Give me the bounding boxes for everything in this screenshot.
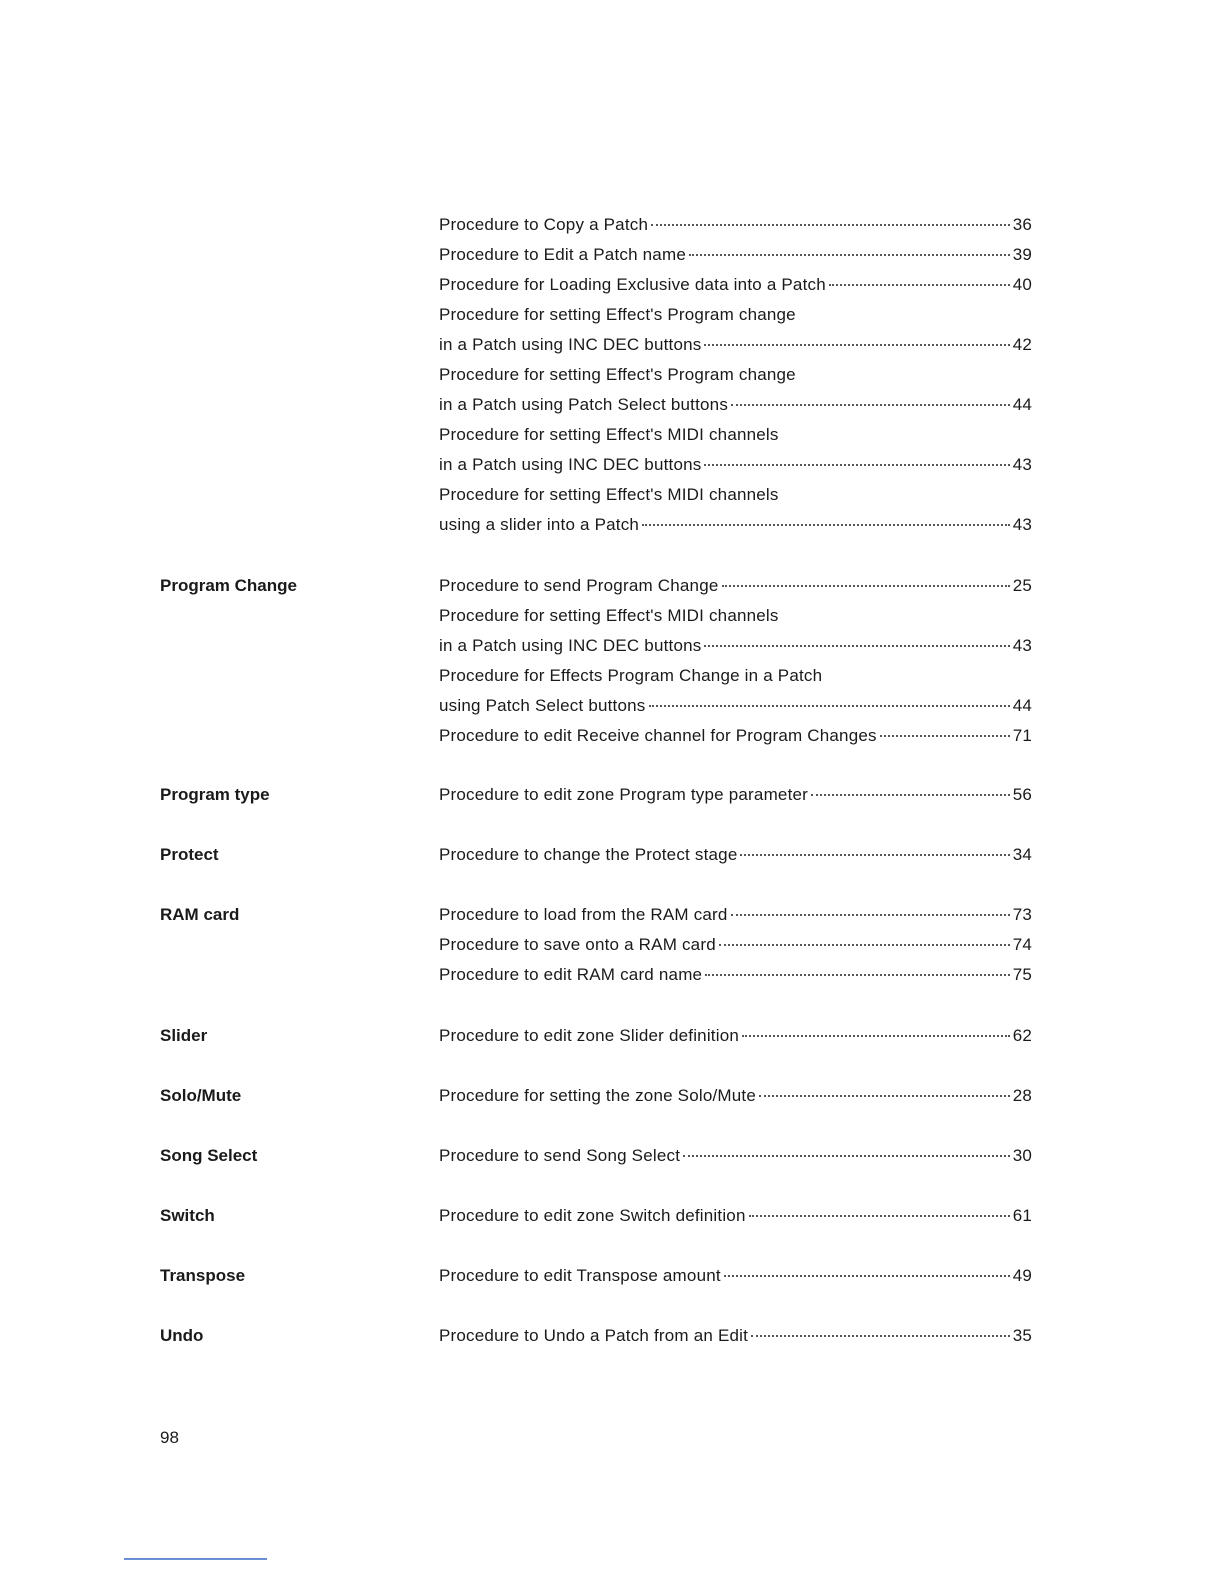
index-entry-line: [439, 270, 1032, 300]
entry-page-number: 44: [1012, 696, 1032, 715]
dot-leader: [651, 224, 1010, 226]
entry-text: Procedure for Effects Program Change in a Patch: [439, 666, 823, 685]
entry-text: in a Patch using Patch Select buttons: [439, 395, 729, 414]
entry-text: Procedure for setting Effect's Program change: [439, 305, 796, 324]
dot-leader: [704, 344, 1009, 346]
entry-page-number: 62: [1012, 1026, 1032, 1045]
entry-page-number: 61: [1012, 1206, 1032, 1225]
entry-page-number: 56: [1012, 785, 1032, 804]
index-entries: [439, 840, 1032, 870]
entry-page-number: 30: [1012, 1146, 1032, 1165]
index-group: [0, 210, 1224, 540]
entry-page-number: 43: [1012, 455, 1032, 474]
entry-page-number: 39: [1012, 245, 1032, 264]
entry-text: Procedure for setting Effect's MIDI channels: [439, 485, 779, 504]
entry-text: Procedure for setting Effect's MIDI channels: [439, 425, 779, 444]
index-group: [0, 1021, 1224, 1051]
index-entry-line: [439, 240, 1032, 270]
dot-leader: [731, 914, 1010, 916]
index-group: [0, 780, 1224, 810]
index-group: [0, 571, 1224, 751]
index-entry-line: [439, 1081, 1032, 1111]
dot-leader: [880, 735, 1010, 737]
entry-text: Procedure to Copy a Patch: [439, 215, 649, 234]
dot-leader: [742, 1035, 1010, 1037]
index-entries: [439, 1201, 1032, 1231]
index-entry-line: [439, 210, 1032, 240]
index-entry-line: [439, 1021, 1032, 1051]
index-heading: RAM card: [160, 905, 240, 924]
entry-page-number: 43: [1012, 636, 1032, 655]
entry-text: Procedure to send Song Select: [439, 1146, 681, 1165]
index-heading: Program type: [160, 785, 270, 804]
entry-page-number: 42: [1012, 335, 1032, 354]
dot-leader: [705, 974, 1009, 976]
entry-text: using Patch Select buttons: [439, 696, 646, 715]
entry-page-number: 28: [1012, 1086, 1032, 1105]
entry-text: in a Patch using INC DEC buttons: [439, 335, 702, 354]
dot-leader: [719, 944, 1010, 946]
index-entry-line: [439, 1321, 1032, 1351]
index-entry-line: [439, 330, 1032, 360]
dot-leader: [642, 524, 1010, 526]
index-group: [0, 1141, 1224, 1171]
index-entries: [439, 780, 1032, 810]
entry-page-number: 73: [1012, 905, 1032, 924]
entry-page-number: 43: [1012, 515, 1032, 534]
entry-text: Procedure to edit Transpose amount: [439, 1266, 721, 1285]
index-entry-line: [439, 721, 1032, 751]
index-heading: Transpose: [160, 1266, 246, 1285]
index-entry-line: [439, 780, 1032, 810]
procedure-index: [0, 180, 1224, 1351]
dot-leader: [689, 254, 1010, 256]
index-entries: [439, 1081, 1032, 1111]
entry-text: Procedure for setting Effect's Program change: [439, 365, 796, 384]
index-entries: [439, 1021, 1032, 1051]
index-entries: [439, 1321, 1032, 1351]
index-group: [0, 900, 1224, 990]
entry-page-number: 75: [1012, 965, 1032, 984]
index-heading: Solo/Mute: [160, 1086, 242, 1105]
entry-text: Procedure to Edit a Patch name: [439, 245, 686, 264]
index-group: [0, 1081, 1224, 1111]
dot-leader: [811, 794, 1010, 796]
index-group: [0, 1321, 1224, 1351]
entry-text: in a Patch using INC DEC buttons: [439, 455, 702, 474]
entry-page-number: 49: [1012, 1266, 1032, 1285]
index-entry-line: [439, 960, 1032, 990]
index-entry-line: [439, 1261, 1032, 1291]
index-entry-line: [439, 480, 1032, 510]
entry-page-number: 74: [1012, 935, 1032, 954]
entry-text: Procedure to edit Receive channel for Program Changes: [439, 726, 877, 745]
index-entry-line: [439, 900, 1032, 930]
entry-text: Procedure to send Program Change: [439, 576, 719, 595]
entry-text: Procedure to load from the RAM card: [439, 905, 728, 924]
entry-page-number: 44: [1012, 395, 1032, 414]
dot-leader: [740, 854, 1009, 856]
dot-leader: [722, 585, 1010, 587]
index-entry-line: [439, 450, 1032, 480]
index-entry-line: [439, 930, 1032, 960]
entry-page-number: 36: [1012, 215, 1032, 234]
index-entry-line: [439, 571, 1032, 601]
entry-page-number: 71: [1012, 726, 1032, 745]
dot-leader: [683, 1155, 1010, 1157]
dot-leader: [829, 284, 1010, 286]
index-heading: Song Select: [160, 1146, 258, 1165]
entry-text: Procedure to edit RAM card name: [439, 965, 703, 984]
entry-text: Procedure to edit zone Slider definition: [439, 1026, 740, 1045]
dot-leader: [751, 1335, 1010, 1337]
index-entry-line: [439, 420, 1032, 450]
index-group: [0, 1201, 1224, 1231]
index-heading: Switch: [160, 1206, 215, 1225]
entry-page-number: 25: [1012, 576, 1032, 595]
entry-text: Procedure to change the Protect stage: [439, 845, 738, 864]
index-entry-line: [439, 360, 1032, 390]
index-entry-line: [439, 510, 1032, 540]
dot-leader: [749, 1215, 1010, 1217]
index-entry-line: [439, 1141, 1032, 1171]
dot-leader: [724, 1275, 1010, 1277]
index-heading: Undo: [160, 1326, 204, 1345]
index-entry-line: [439, 691, 1032, 721]
dot-leader: [704, 464, 1009, 466]
footer-rule: [124, 1558, 267, 1560]
entry-page-number: 40: [1012, 275, 1032, 294]
entry-text: Procedure to Undo a Patch from an Edit: [439, 1326, 749, 1345]
index-heading: Program Change: [160, 576, 297, 595]
index-entry-line: [439, 631, 1032, 661]
entry-page-number: 34: [1012, 845, 1032, 864]
index-entries: [439, 210, 1032, 540]
index-entries: [439, 1141, 1032, 1171]
dot-leader: [759, 1095, 1010, 1097]
dot-leader: [649, 705, 1010, 707]
entry-text: in a Patch using INC DEC buttons: [439, 636, 702, 655]
entry-text: Procedure for setting Effect's MIDI channels: [439, 606, 779, 625]
entry-text: using a slider into a Patch: [439, 515, 640, 534]
entry-text: Procedure to edit zone Program type parameter: [439, 785, 809, 804]
entry-text: Procedure to save onto a RAM card: [439, 935, 716, 954]
index-entries: [439, 900, 1032, 990]
index-entry-line: [439, 840, 1032, 870]
index-group: [0, 840, 1224, 870]
page-number: 98: [160, 1428, 179, 1447]
entry-page-number: 35: [1012, 1326, 1032, 1345]
index-entry-line: [439, 661, 1032, 691]
index-entry-line: [439, 601, 1032, 631]
entry-text: Procedure to edit zone Switch definition: [439, 1206, 746, 1225]
index-heading: Protect: [160, 845, 219, 864]
index-group: [0, 1261, 1224, 1291]
dot-leader: [704, 645, 1009, 647]
dot-leader: [731, 404, 1010, 406]
entry-text: Procedure for Loading Exclusive data into a Patch: [439, 275, 826, 294]
index-entry-line: [439, 390, 1032, 420]
index-entry-line: [439, 300, 1032, 330]
index-entries: [439, 571, 1032, 751]
index-entries: [439, 1261, 1032, 1291]
index-heading: Slider: [160, 1026, 208, 1045]
entry-text: Procedure for setting the zone Solo/Mute: [439, 1086, 757, 1105]
index-entry-line: [439, 1201, 1032, 1231]
